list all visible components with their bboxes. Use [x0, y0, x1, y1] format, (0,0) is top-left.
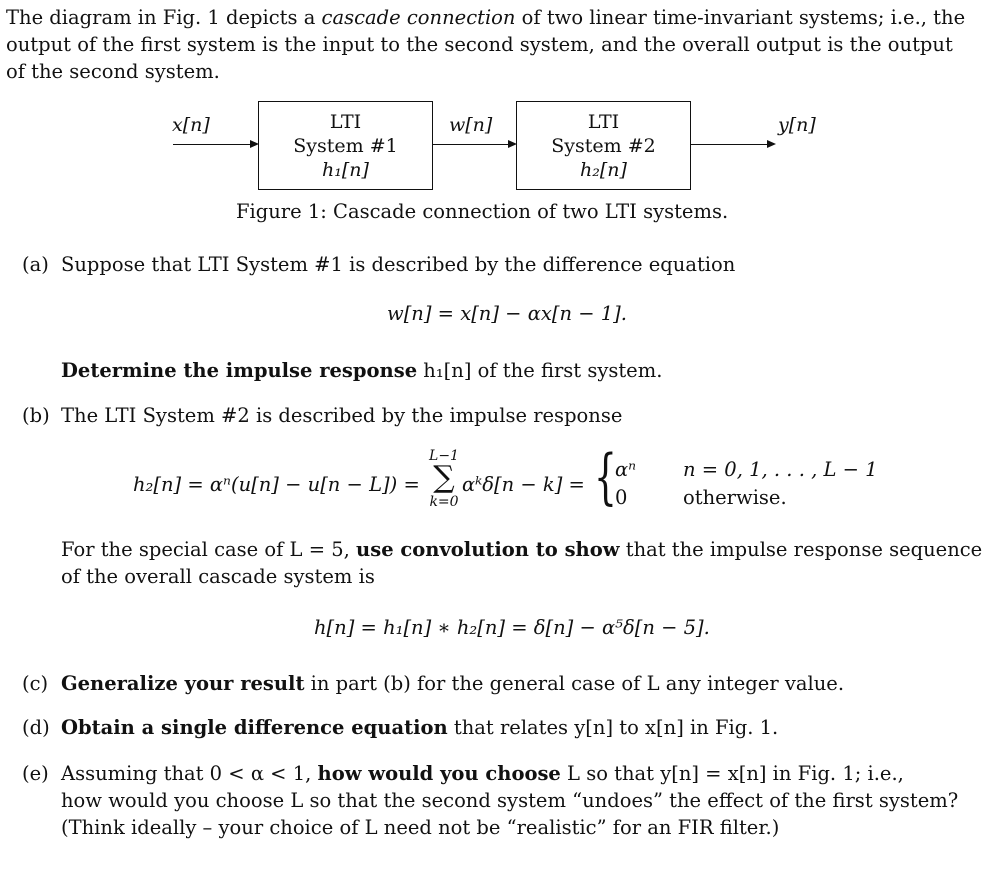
case2-condition: otherwise. [683, 486, 787, 509]
output-arrow-line [691, 144, 768, 145]
intro-line-3: of the second system. [6, 60, 220, 83]
part-c-label: (c) [22, 672, 49, 695]
output-arrow-head [767, 140, 776, 148]
part-c-text [61, 670, 844, 697]
part-a-text: Suppose that LTI System #1 is described by the difference equation [61, 253, 736, 276]
intro-line-1 [6, 4, 966, 31]
input-arrow-line [173, 144, 251, 145]
box1-line3: h₁[n] [322, 158, 369, 181]
part-b-text: The LTI System #2 is described by the impulse response [61, 404, 623, 427]
part-b-eq-left: h₂[n] = αⁿ(u[n] − u[n − L]) = [133, 473, 420, 496]
figure-caption: Figure 1: Cascade connection of two LTI systems. [236, 200, 729, 223]
part-a-task-bold: Determine the impulse response [61, 359, 418, 382]
part-d-rest: that relates y[n] to x[n] in Fig. 1. [447, 716, 779, 739]
part-c-bold: Generalize your result [61, 672, 305, 695]
part-b-follow-text: that the impulse response sequence [619, 538, 983, 561]
part-d-label: (d) [22, 716, 50, 739]
intro-line-2: output of the first system is the input to the second system, and the overall output is the output [6, 33, 953, 56]
part-e-bold: how would you choose [317, 762, 561, 785]
intro-emphasis: cascade connection [321, 6, 516, 29]
box2-line1: LTI [587, 110, 620, 133]
lti-system-1-box [258, 101, 433, 190]
part-a-task-rest: h₁[n] of the first system. [417, 359, 663, 382]
box2-line2: System #2 [551, 134, 656, 157]
part-e-label: (e) [22, 762, 49, 785]
box1-line2: System #1 [293, 134, 398, 157]
box1-line1: LTI [329, 110, 362, 133]
intro-text: The diagram in Fig. 1 depicts a [6, 6, 322, 29]
case1-value: αⁿ [615, 458, 637, 481]
part-c-rest: in part (b) for the general case of L any integer value. [304, 672, 845, 695]
part-a-label: (a) [22, 253, 49, 276]
part-b-follow-text: For the special case of L = 5, [61, 538, 357, 561]
output-signal-label: y[n] [778, 114, 816, 136]
mid-arrow-line [433, 144, 509, 145]
case1-condition: n = 0, 1, . . . , L − 1 [683, 458, 878, 481]
part-b-result-equation: h[n] = h₁[n] ∗ h₂[n] = δ[n] − α⁵δ[n − 5]. [314, 616, 710, 639]
part-e-line1 [61, 760, 904, 787]
sum-lower-limit: k=0 [429, 494, 459, 510]
part-b-follow-line2: of the overall cascade system is [61, 565, 375, 588]
lti-system-2-box [516, 101, 691, 190]
intro-text: of two linear time-invariant systems; i.e., the [515, 6, 966, 29]
part-b-sum-term: αᵏδ[n − k] = [462, 473, 585, 496]
part-b-follow-line1 [61, 536, 982, 563]
intro-paragraph [6, 4, 966, 85]
part-e-line2: how would you choose L so that the second system “undoes” the effect of the first system? [61, 789, 959, 812]
sum-upper-limit: L−1 [429, 448, 459, 464]
box2-line3: h₂[n] [580, 158, 627, 181]
part-a-task [61, 357, 662, 384]
cases-brace: { [594, 442, 617, 512]
part-a-equation: w[n] = x[n] − αx[n − 1]. [387, 302, 627, 325]
input-signal-label: x[n] [172, 114, 210, 136]
part-b-label: (b) [22, 404, 50, 427]
part-e-text: L so that y[n] = x[n] in Fig. 1; i.e., [560, 762, 904, 785]
mid-signal-label: w[n] [449, 114, 493, 136]
sum-symbol: ∑ [433, 460, 455, 495]
part-e-text: Assuming that 0 < α < 1, [61, 762, 318, 785]
part-b-follow-bold: use convolution to show [356, 538, 620, 561]
case2-value: 0 [615, 486, 628, 509]
part-d-text [61, 714, 778, 741]
part-d-bold: Obtain a single difference equation [61, 716, 448, 739]
summation [424, 449, 464, 509]
part-e-line3: (Think ideally – your choice of L need not be “realistic” for an FIR filter.) [61, 816, 780, 839]
